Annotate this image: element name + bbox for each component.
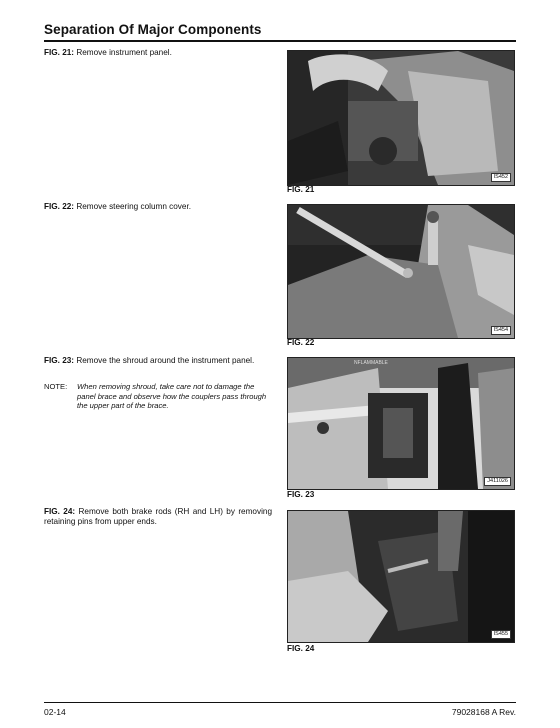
note [44,382,272,411]
figure-code: J411026 [484,477,511,486]
figure-24-photo [287,510,515,643]
step-text: Remove the shroud around the instrument panel. [76,356,255,365]
page-title: Separation Of Major Components [44,22,262,37]
figure-code: IS455 [491,630,511,639]
footer-rule [44,702,516,703]
step-text: Remove steering column cover. [76,202,191,211]
step-fig-23 [44,356,272,366]
document-number: 79028168 A Rev. [451,707,516,717]
figure-21-photo [287,50,515,186]
step-text: Remove instrument panel. [76,48,172,57]
step-label: FIG. 22: [44,202,75,211]
figure-22-caption: FIG. 22 [287,338,315,347]
page-number: 02-14 [44,707,66,717]
figure-23-caption: FIG. 23 [287,490,315,499]
figure-22-photo [287,204,515,339]
photo-label-text: NFLAMMABLE [354,360,388,366]
note-label: NOTE: [44,382,68,391]
step-fig-21 [44,48,272,58]
note-text: When removing shroud, take care not to damage the panel brace and observe how the couplers pass through the upper part of the brace. [77,382,267,411]
step-fig-22 [44,202,272,212]
figure-code: IS454 [491,326,511,335]
figure-24-caption: FIG. 24 [287,644,315,653]
step-label: FIG. 24: [44,507,76,516]
step-label: FIG. 23: [44,356,75,365]
figure-code: IS452 [491,173,511,182]
figure-23-photo [287,357,515,490]
step-label: FIG. 21: [44,48,75,57]
step-text: Remove both brake rods (RH and LH) by removing retaining pins from upper ends. [44,507,272,526]
title-rule [44,40,516,42]
figure-21-caption: FIG. 21 [287,185,315,194]
step-fig-24 [44,507,272,527]
